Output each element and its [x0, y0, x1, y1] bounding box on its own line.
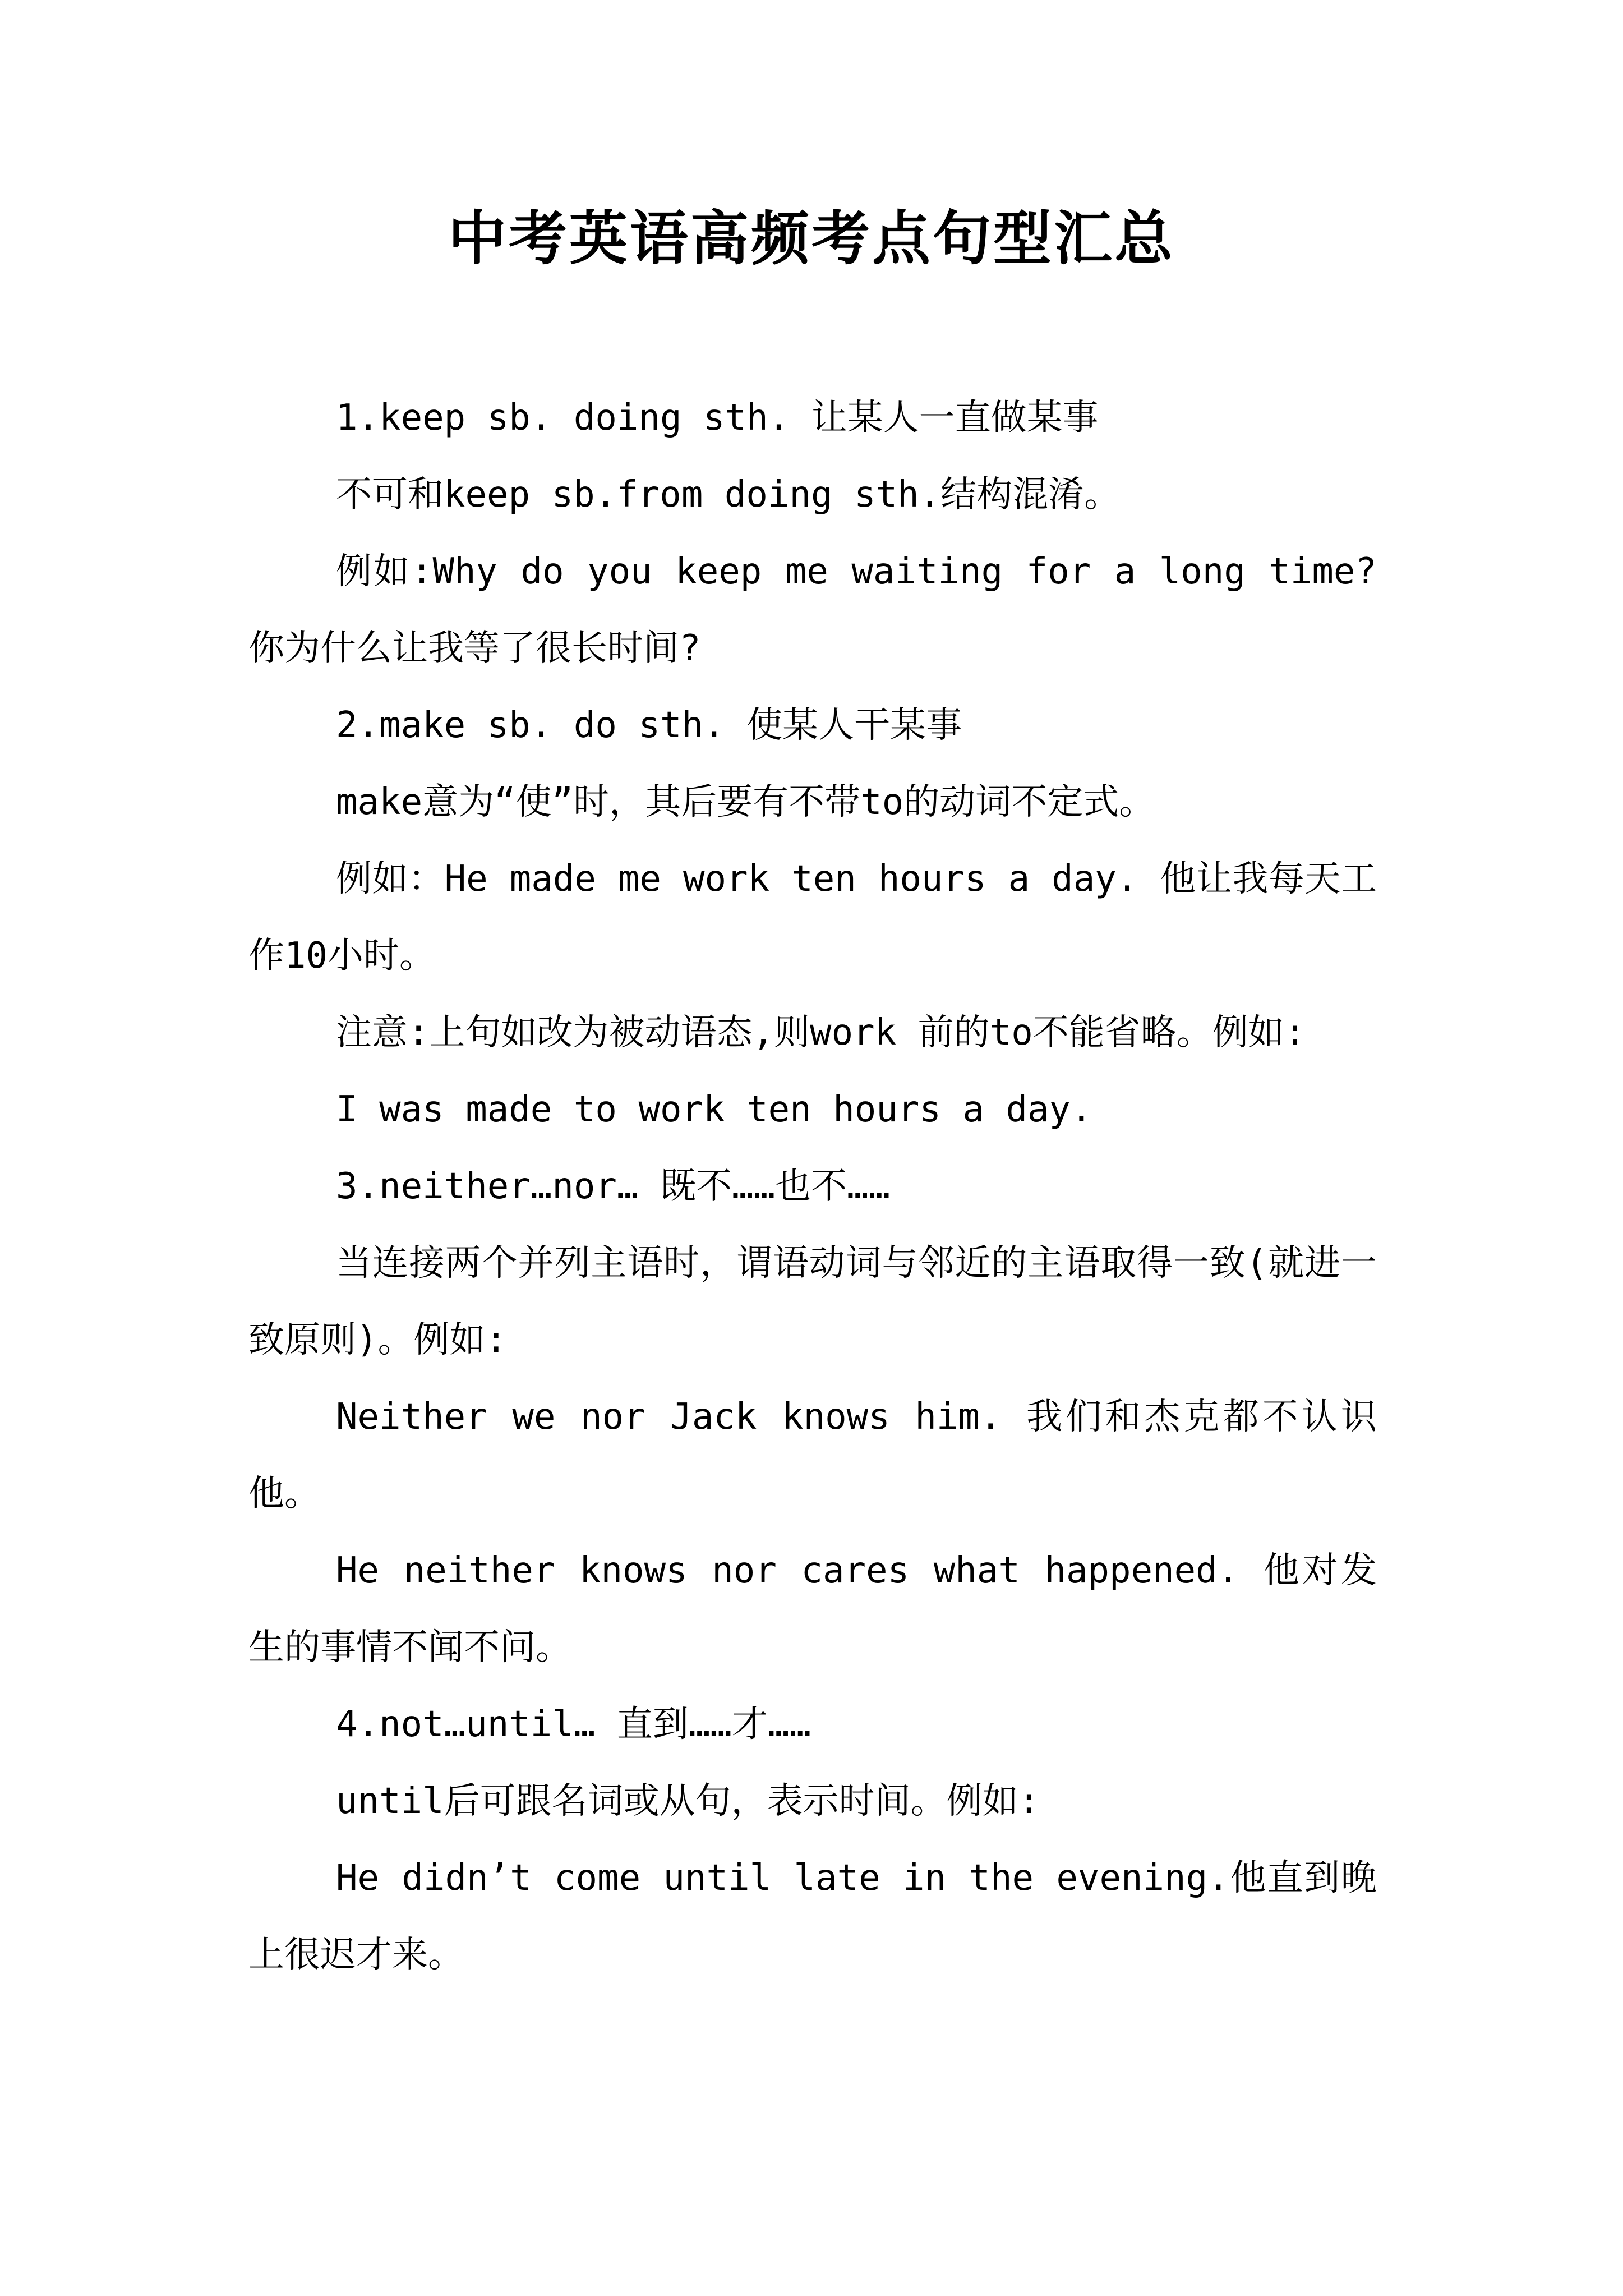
paragraph-2-passive-example: I was made to work ten hours a day. [336, 1089, 1092, 1130]
paragraph-3-example-1: Neither we nor Jack knows him. 我们和杰克都不认识他。 [248, 1396, 1377, 1515]
paragraph-4-example: He didn’t come until late in the evening.他直到晚上很迟才来。 [248, 1857, 1377, 1976]
document-body [248, 380, 1377, 1994]
paragraph-2-attention: 注意:上句如改为被动语态,则work 前的to不能省略。例如: [336, 1012, 1306, 1053]
paragraph-2-heading: 2.make sb. do sth. 使某人干某事 [336, 705, 962, 746]
paragraph-4-heading: 4.not…until… 直到……才…… [336, 1704, 811, 1745]
paragraph-3-note: 当连接两个并列主语时，谓语动词与邻近的主语取得一致(就进一致原则)。例如: [248, 1243, 1377, 1361]
paragraph-1-note: 不可和keep sb.from doing sth.结构混淆。 [336, 474, 1121, 516]
paragraph-1-heading: 1.keep sb. doing sth. 让某人一直做某事 [336, 397, 1099, 439]
paragraph-3-heading: 3.neither…nor… 既不……也不…… [336, 1166, 891, 1207]
document-title: 中考英语高频考点句型汇总 [448, 204, 1175, 273]
paragraph-4-note: until后可跟名词或从句，表示时间。例如: [336, 1780, 1040, 1822]
paragraph-2-example: 例如：He made me work ten hours a day. 他让我每天工作10小时。 [248, 858, 1377, 977]
paragraph-2-note: make意为“使”时，其后要有不带to的动词不定式。 [336, 781, 1155, 823]
paragraph-1-example: 例如:Why do you keep me waiting for a long time?你为什么让我等了很长时间? [248, 551, 1377, 669]
paragraph-3-example-2: He neither knows nor cares what happened. 他对发生的事情不闻不问。 [248, 1550, 1377, 1668]
